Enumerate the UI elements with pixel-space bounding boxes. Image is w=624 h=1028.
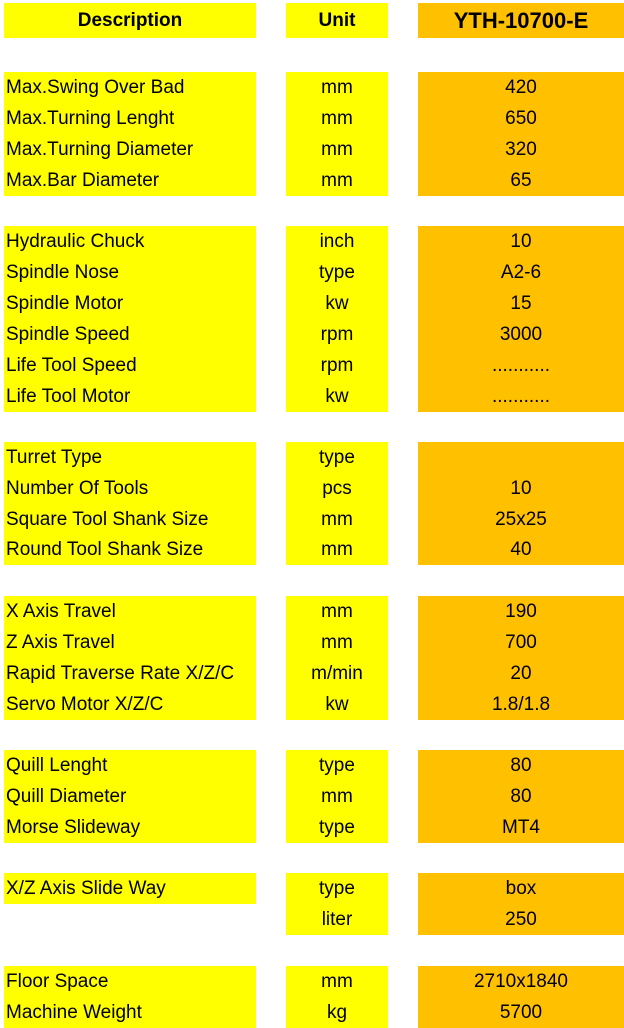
spec-unit: type [286, 257, 388, 288]
spec-unit: liter [286, 904, 388, 935]
spec-label: Square Tool Shank Size [4, 504, 256, 535]
spec-unit: mm [286, 72, 388, 103]
spec-label: Life Tool Speed [4, 350, 256, 381]
header-unit: Unit [286, 3, 388, 38]
spec-unit: mm [286, 134, 388, 165]
spec-label: Morse Slideway [4, 812, 256, 843]
spec-label: Number Of Tools [4, 473, 256, 504]
spec-label: Max.Bar Diameter [4, 165, 256, 196]
spec-value [418, 442, 624, 473]
spec-value: ........... [418, 381, 624, 412]
spec-value: 700 [418, 627, 624, 658]
spec-value: A2-6 [418, 257, 624, 288]
spec-label: X/Z Axis Slide Way [4, 873, 256, 904]
spec-value: 10 [418, 473, 624, 504]
spec-label: Spindle Motor [4, 288, 256, 319]
spec-value: 80 [418, 750, 624, 781]
spec-unit: kg [286, 997, 388, 1028]
spec-unit: kw [286, 381, 388, 412]
spec-label: Max.Swing Over Bad [4, 72, 256, 103]
spec-value: 15 [418, 288, 624, 319]
spec-label: Spindle Speed [4, 319, 256, 350]
spec-value: 80 [418, 781, 624, 812]
spec-label: Round Tool Shank Size [4, 534, 256, 565]
spec-label: Max.Turning Lenght [4, 103, 256, 134]
spec-unit: type [286, 812, 388, 843]
spec-value: 65 [418, 165, 624, 196]
spec-unit: mm [286, 781, 388, 812]
spec-value: 1.8/1.8 [418, 689, 624, 720]
spec-value: 2710x1840 [418, 966, 624, 997]
spec-value: 3000 [418, 319, 624, 350]
spec-unit: kw [286, 689, 388, 720]
spec-value: 10 [418, 226, 624, 257]
spec-label: Servo Motor X/Z/C [4, 689, 256, 720]
spec-unit: mm [286, 504, 388, 535]
spec-label: Z Axis Travel [4, 627, 256, 658]
spec-value: 250 [418, 904, 624, 935]
spec-unit: m/min [286, 658, 388, 689]
spec-value: 420 [418, 72, 624, 103]
spec-unit: mm [286, 596, 388, 627]
spec-unit: inch [286, 226, 388, 257]
spec-value: 40 [418, 534, 624, 565]
spec-label: Hydraulic Chuck [4, 226, 256, 257]
spec-label: Machine Weight [4, 997, 256, 1028]
spec-value: MT4 [418, 812, 624, 843]
spec-value: 20 [418, 658, 624, 689]
spec-label: Max.Turning Diameter [4, 134, 256, 165]
spec-value: 5700 [418, 997, 624, 1028]
spec-value: box [418, 873, 624, 904]
spec-label: Spindle Nose [4, 257, 256, 288]
spec-unit: mm [286, 966, 388, 997]
spec-value: 25x25 [418, 504, 624, 535]
spec-label: Quill Diameter [4, 781, 256, 812]
spec-unit: type [286, 750, 388, 781]
spec-unit: pcs [286, 473, 388, 504]
spec-label: Floor Space [4, 966, 256, 997]
spec-unit: type [286, 442, 388, 473]
spec-value: 650 [418, 103, 624, 134]
spec-label: Turret Type [4, 442, 256, 473]
spec-unit: rpm [286, 350, 388, 381]
spec-label: Rapid Traverse Rate X/Z/C [4, 658, 256, 689]
spec-unit: mm [286, 165, 388, 196]
spec-unit: kw [286, 288, 388, 319]
spec-label: X Axis Travel [4, 596, 256, 627]
spec-value: 320 [418, 134, 624, 165]
spec-unit: mm [286, 534, 388, 565]
header-description: Description [4, 3, 256, 38]
spec-label: Life Tool Motor [4, 381, 256, 412]
spec-unit: mm [286, 103, 388, 134]
header-model: YTH-10700-E [418, 3, 624, 38]
spec-label [4, 904, 256, 935]
spec-unit: mm [286, 627, 388, 658]
spec-value: 190 [418, 596, 624, 627]
spec-unit: rpm [286, 319, 388, 350]
spec-value: ........... [418, 350, 624, 381]
spec-unit: type [286, 873, 388, 904]
spec-label: Quill Lenght [4, 750, 256, 781]
